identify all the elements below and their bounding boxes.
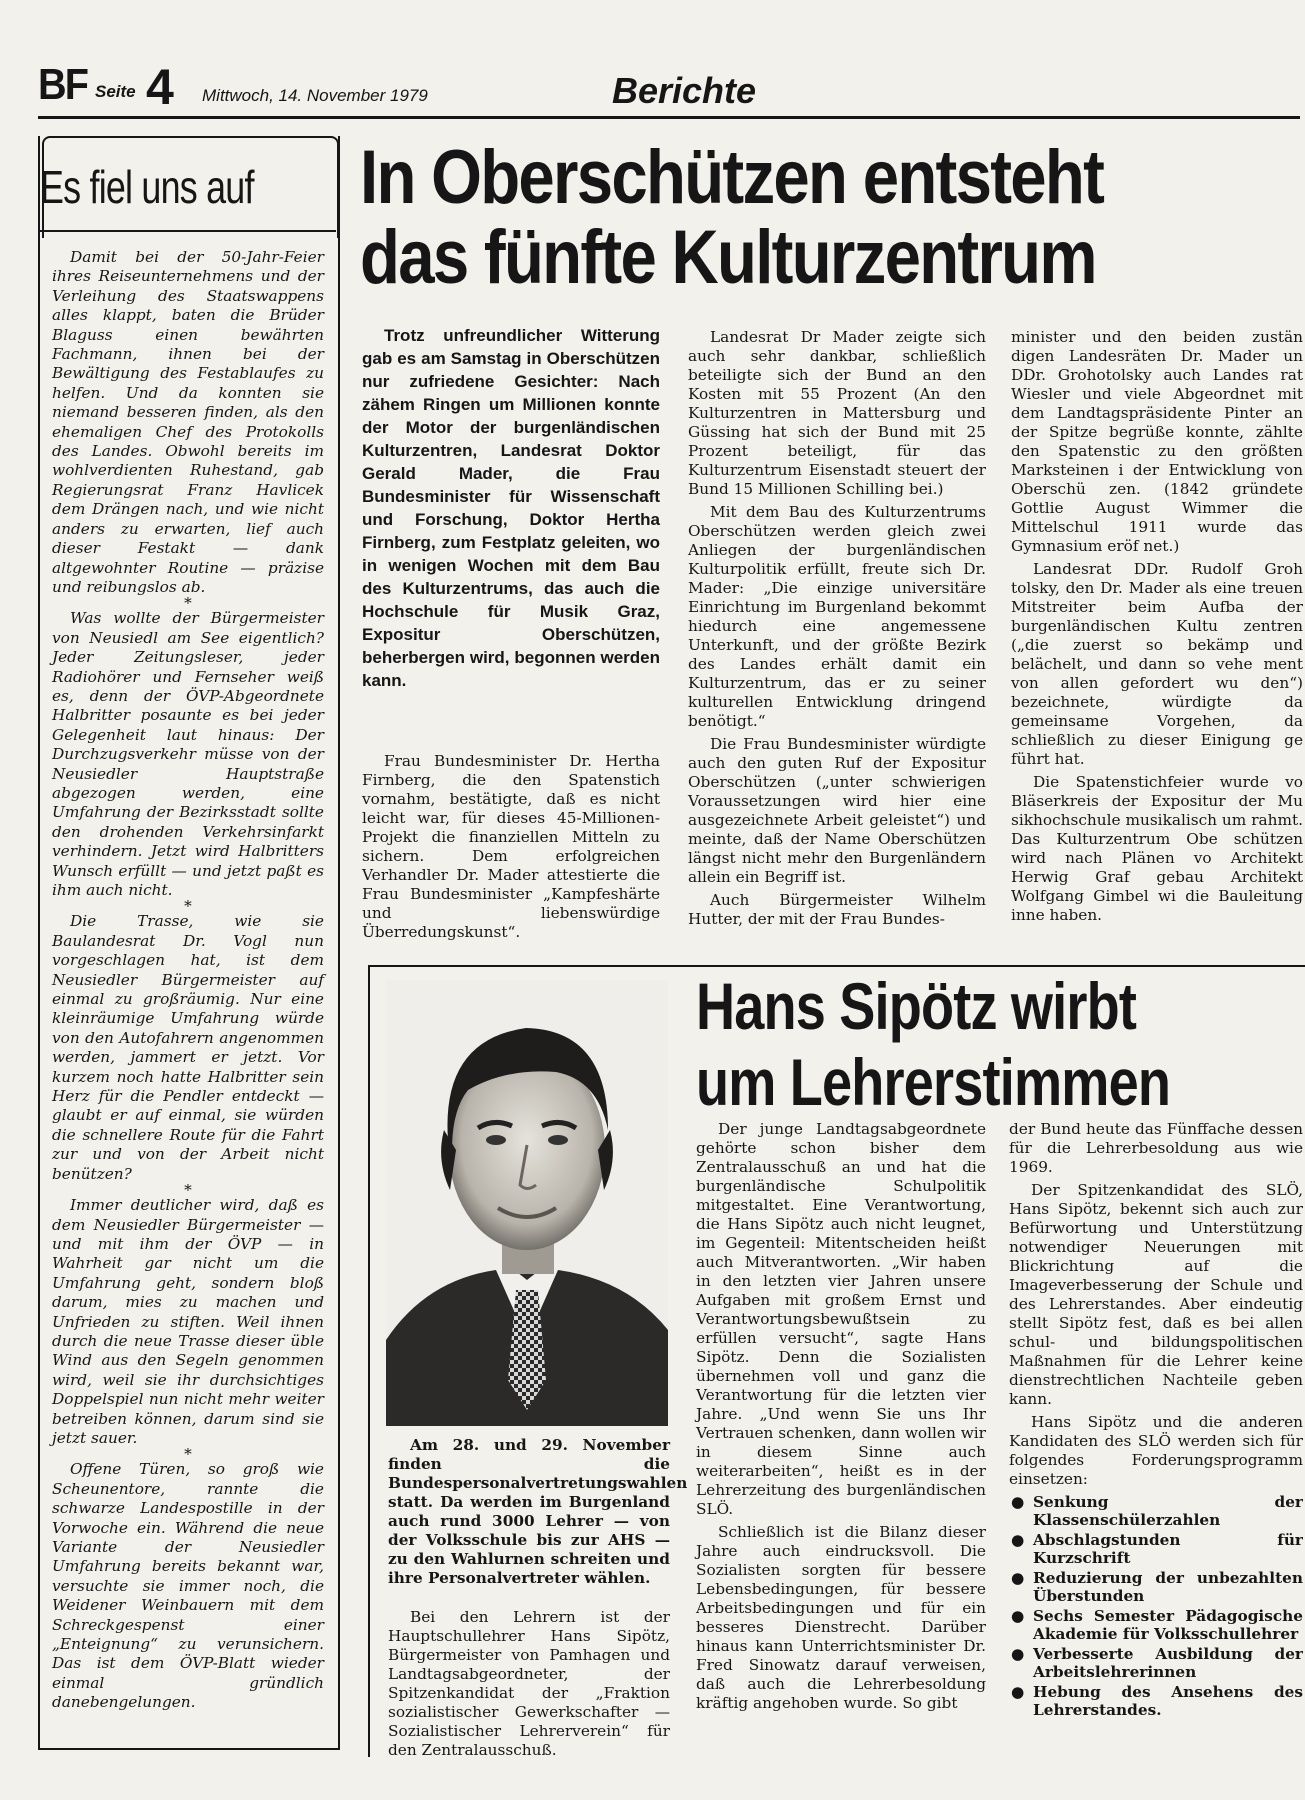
- article2-headline-line2: um Lehrerstimmen: [696, 1045, 1171, 1119]
- sidebar-paragraph: Immer deutlicher wird, daß es dem Neusiedler Bürgermeister — und mit ihm der ÖVP — in Wahrheit gar nicht um die Umfahrung geht, sondern bloß darum, mies zu machen und Unfrieden zu stiften. Weil ihnen durch die neue Trasse dieser üble Wind aus den Segeln genommen wird, weil sie ihr durchsichtiges Doppelspiel nun nicht mehr weiter betreiben können, darum sind sie jetzt sauer.: [52, 1196, 324, 1447]
- demand-item: ● Senkung der Klassenschülerzahlen: [1009, 1493, 1303, 1529]
- article2-headline-line1: Hans Sipötz wirbt: [696, 969, 1137, 1043]
- demand-item: ● Verbesserte Ausbildung der Arbeitslehrerinnen: [1009, 1645, 1303, 1681]
- sidebar-paragraph: Damit bei der 50-Jahr-Feier ihres Reiseunternehmens und der Verleihung des Staatswappens alles klappt, baten die Brüder Blaguss einen bewährten Fachmann, ihnen bei der Bewältigung des Festablaufes zu helfen. Und da konnten sie niemand besseren finden, als den ehemaligen Chef des Protokolls des Landes. Obwohl bereits im wohlverdienten Ruhestand, gab Regierungsrat Franz Havlicek dem Drängen nach, und wie nicht anders zu erwarten, lief auch dieser Festakt — dank altgewohnter Routine — präzise und reibungslos ab.: [52, 248, 324, 596]
- article2-column-2: [696, 1120, 986, 1717]
- page-label: Seite: [95, 82, 136, 101]
- body-paragraph: Die Spatenstichfeier wurde vo Bläserkreis der Expositur der Mu sikhochschule musikalisch um rahmt. Das Kulturzentrum Obe schützen wird nach Plänen vo Architekt Herwig Graf gebau Architekt Wolfgang Gimbel wi die Bauleitung inne haben.: [1011, 773, 1303, 924]
- demand-item: ● Hebung des Ansehens des Lehrerstandes.: [1009, 1683, 1303, 1719]
- body-paragraph: Der Spitzenkandidat des SLÖ, Hans Sipötz, bekennt sich auch zur Befürwortung und Unterstützung notwendiger Neuerungen mit Blickrichtung auf die Imageverbesserung der Schule und des Lehrerstandes. Aber eindeutig stellt Sipötz fest, daß es bei allen schul- und bildungspolitischen Maßnahmen für die Lehrer keine dienstrechtlichen Nachteile geben kann.: [1009, 1181, 1303, 1408]
- separator-star: *: [184, 594, 192, 613]
- article1-lead: [362, 324, 660, 692]
- portrait-photo: [386, 980, 668, 1426]
- article1-headline-line1: In Oberschützen entsteht: [360, 135, 1104, 220]
- masthead-logo: BF: [38, 60, 88, 109]
- body-paragraph: minister und den beiden zustän digen Landesräten Dr. Mader un DDr. Grohotolsky auch Landes rat Wiesler und viele Abgeordnet mit dem Landtagspräsidente Pinter an der Spitze begrüße konnte, zählte den Spatenstic zu den größten Marksteinen i der Entwicklung von Oberschü zen. (1842 gründete Gottlie August Wimmer die Mittelschul 1911 wurde das Gymnasium eröf net.): [1011, 328, 1303, 555]
- page-number: 4: [146, 59, 174, 115]
- caption-text: Am 28. und 29. November finden die Bundespersonalvertretungswahlen statt. Da werden im Burgenland auch rund 3000 Lehrer — von der Volksschule bis zur AHS — zu den Wahlurnen schreiten und ihre Personalvertreter wählen.: [388, 1436, 688, 1587]
- sidebar-paragraph: Offene Türen, so groß wie Scheunentore, rannte die schwarze Landespostille in der Vorwoche ein. Während die neue Variante der Neusiedler Umfahrung bereits bekannt war, versuchte sie immer noch, die Weidener Weinbauern mit dem Schreckgespenst einer „Enteignung“ zu verunsichern. Das ist dem ÖVP-Blatt wieder einmal gründlich danebengelungen.: [52, 1460, 324, 1712]
- body-paragraph: Hans Sipötz und die anderen Kandidaten des SLÖ werden sich für folgendes Forderungsprogramm einsetzen:: [1009, 1413, 1303, 1488]
- body-paragraph: Der junge Landtagsabgeordnete gehörte schon bisher dem Zentralausschuß an und hat die burgenländische Schulpolitik mitgestaltet. Eine Verantwortung, die Hans Sipötz auch nicht leugnet, im Gegenteil: Mitentscheiden heißt auch Mitverantworten. „Wir haben in den letzten vier Jahren unsere Aufgaben mit großem Ernst und Verantwortungsbewußtsein zu erfüllen versucht“, sagte Hans Sipötz. Denn die Sozialisten übernehmen voll und ganz die Verantwortung für die letzten vier Jahre. „Und wenn Sie uns Ihr Vertrauen schenken, dann wollen wir in diesem Sinne auch weiterarbeiten“, heißt es in der Lehrerzeitung des burgenländischen SLÖ.: [696, 1120, 986, 1518]
- body-paragraph: Auch Bürgermeister Wilhelm Hutter, der mit der Frau Bundes-: [688, 891, 986, 928]
- kicker-underline: [38, 230, 336, 232]
- demands-list: [1009, 1493, 1303, 1719]
- sidebar-paragraph: Was wollte der Bürgermeister von Neusiedl am See eigentlich? Jeder Zeitungsleser, jeder Radiohörer und Fernseher weiß es, denn der ÖVP-Abgeordnete Halbritter posaunte es bei jeder Gelegenheit laut hinaus: Der Durchzugsverkehr müsse von der Neusiedler Hauptstraße abgezogen werden, eine Umfahrung der Bezirksstadt sollte den drohenden Verkehrsinfarkt verhindern. Jetzt wird Halbritters Wunsch erfüllt — und jetzt paßt es ihm auch nicht.: [52, 609, 324, 899]
- article1-headline-line2: das fünfte Kulturzentrum: [360, 215, 1096, 300]
- separator-star: *: [184, 1181, 192, 1200]
- article2-column-3: [1009, 1120, 1303, 1721]
- demand-item: ● Reduzierung der unbezahlten Überstunden: [1009, 1569, 1303, 1605]
- sidebar-paragraph: Die Trasse, wie sie Baulandesrat Dr. Vogl nun vorgeschlagen hat, ist dem Neusiedler Bürgermeister auf einmal zu großräumig. Nur eine kleinräumige Umfahrung würde von den Autofahrern angenommen werden, jammert er jetzt. Vor kurzem noch hatte Halbritter sein Herz für die Pendler entdeckt — glaubt er auf einmal, sie würden die schnellere Route für die Fahrt zur und von der Arbeit nicht benützen?: [52, 912, 324, 1183]
- body-paragraph: Schließlich ist die Bilanz dieser Jahre auch eindrucksvoll. Die Sozialisten sorgten für bessere Lebensbedingungen, für bessere Arbeitsbedingungen und für ein besseres Dienstrecht. Darüber hinaus kann Unterrichtsminister Dr. Fred Sinowatz darauf verweisen, daß auch die Lehrerbesoldung kräftig angehoben wurde. So gibt: [696, 1523, 986, 1712]
- separator-star: *: [184, 1445, 192, 1464]
- article2-headline: [696, 968, 1188, 1120]
- sidebar-column: [52, 248, 324, 1713]
- issue-date: Mittwoch, 14. November 1979: [202, 86, 428, 105]
- article1-column-2: [688, 328, 986, 933]
- article1-column-1: [362, 752, 660, 946]
- body-paragraph: Bei den Lehrern ist der Hauptschullehrer Hans Sipötz, Bürgermeister von Pamhagen und Landtagsabgeordneter, der Spitzenkandidat der „Fraktion sozialistischer Gewerkschafter — Sozialistischer Lehrerverein“ für den Zentralausschuß.: [388, 1608, 670, 1759]
- sidebar-kicker: Es fiel uns auf: [40, 161, 254, 213]
- section-title: Berichte: [612, 70, 757, 111]
- demand-item: ● Abschlagstunden für Kurzschrift: [1009, 1531, 1303, 1567]
- body-paragraph: Mit dem Bau des Kulturzentrums Oberschützen werden gleich zwei Anliegen der burgenländischen Kulturpolitik erfüllt, freute sich Dr. Mader: „Die einzige universitäre Einrichtung im Burgenland bekommt hiedurch eine angemessene Unterkunft, und der größte Bezirk des Landes erhält damit ein Kulturzentrum, das er zu seiner kulturellen Entwicklung dringend benötigt.“: [688, 503, 986, 730]
- body-paragraph: Die Frau Bundesminister würdigte auch den guten Ruf der Expositur Oberschützen („unter schwierigen Voraussetzungen wird hier eine ausgezeichnete Arbeit geleistet“) und meinte, daß der Name Oberschützen längst nicht mehr den Burgenländern allein ein Begriff ist.: [688, 735, 986, 886]
- masthead-rule: [38, 116, 1300, 119]
- body-paragraph: Landesrat DDr. Rudolf Groh tolsky, den Dr. Mader als eine treuen Mitstreiter beim Aufba der burgenländischen Kultu zentren („die zuerst so bekämp und belächelt, und dann so vehe ment von allen gefordert wu den“) bezeichnete, würdigte da gemeinsame Vorgehen, da schließlich zu dieser Einigung ge führt hat.: [1011, 560, 1303, 768]
- article1-headline: [360, 135, 1134, 300]
- lead-paragraph: Trotz unfreundlicher Witterung gab es am Samstag in Oberschützen nur zufriedene Gesichter: Nach zähem Ringen um Millionen konnte der Motor der burgenländischen Kulturzentren, Landesrat Doktor Gerald Mader, die Frau Bundesminister für Wissenschaft und Forschung, Doktor Hertha Firnberg, zum Festplatz geleiten, wo in wenigen Wochen mit dem Bau des Kulturzentrums, das auch die Hochschule für Musik Graz, Expositur Oberschützen, beherbergen wird, begonnen werden kann.: [362, 326, 660, 690]
- photo-caption: [388, 1436, 688, 1588]
- article2-column-1: [388, 1608, 670, 1764]
- body-paragraph: der Bund heute das Fünffache dessen für die Lehrerbesoldung aus wie 1969.: [1009, 1120, 1303, 1176]
- separator-star: *: [184, 897, 192, 916]
- article1-column-3: [1011, 328, 1303, 929]
- demand-item: ● Sechs Semester Pädagogische Akademie für Volksschullehrer: [1009, 1607, 1303, 1643]
- body-paragraph: Frau Bundesminister Dr. Hertha Firnberg, die den Spatenstich vornahm, bestätigte, daß es nicht leicht war, für dieses 45-Millionen-Projekt die finanziellen Mitteln zu sichern. Dem erfolgreichen Verhandler Dr. Mader attestierte die Frau Bundesminister „Kampfeshärte und liebenswürdige Überredungskunst“.: [362, 752, 660, 941]
- body-paragraph: Landesrat Dr Mader zeigte sich auch sehr dankbar, schließlich beteiligte sich der Bund an den Kosten mit 55 Prozent (An den Kulturzentren in Mattersburg und Güssing hat sich der Bund mit 25 Prozent beteiligt, für das Kulturzentrum Eisenstadt steuert der Bund 15 Millionen Schilling bei.): [688, 328, 986, 498]
